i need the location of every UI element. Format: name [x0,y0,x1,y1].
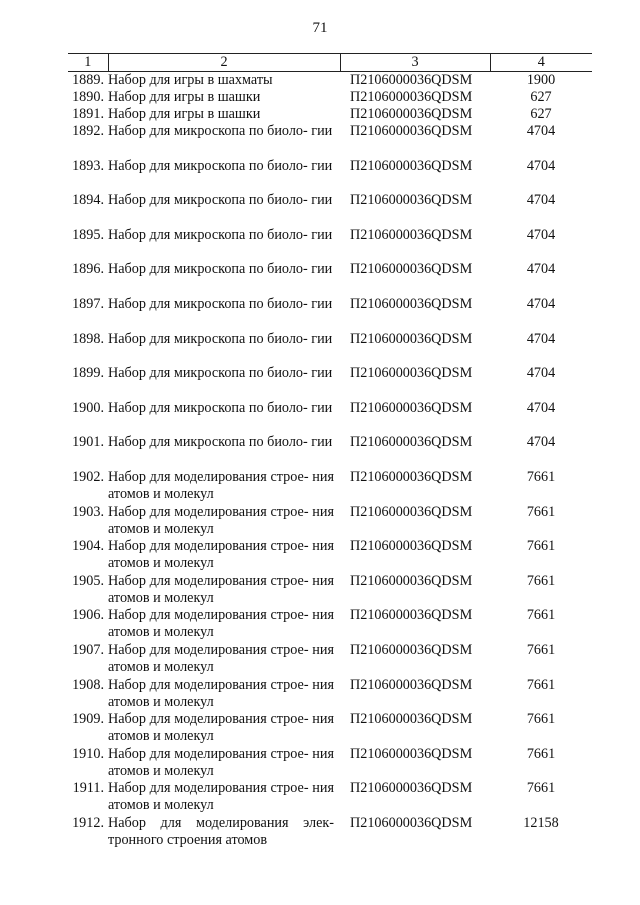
item-name: Набор для игры в шахматы [108,72,273,88]
item-price: 4704 [526,399,556,416]
column-header-4: 4 [490,54,592,72]
header-row [68,54,592,72]
table-row [68,711,592,746]
table-row [68,331,592,366]
table-row [68,677,592,712]
item-price: 4704 [526,192,556,209]
table-header [68,54,592,72]
item-code: П2106000036QDSM [350,538,473,555]
item-name: Набор для микроскопа по биоло- гии [108,295,333,312]
column-header-1: 1 [68,54,108,72]
row-number: 1909. [72,711,104,728]
item-code: П2106000036QDSM [350,399,473,416]
row-number: 1899. [72,365,104,382]
item-name: Набор для моделирования строе- ния атомов и молекул [108,641,334,675]
table-row [68,538,592,573]
item-code: П2106000036QDSM [350,330,473,347]
table-row [68,780,592,815]
row-number: 1904. [72,538,104,555]
item-code: П2106000036QDSM [350,641,473,658]
table-row [68,504,592,539]
item-price: 4704 [526,295,556,312]
table-row [68,106,592,123]
row-number: 1906. [72,607,104,624]
item-code: П2106000036QDSM [350,106,473,122]
row-number: 1903. [72,503,104,520]
item-code: П2106000036QDSM [350,814,473,831]
item-price: 7661 [526,468,556,485]
row-number: 1912. [72,814,104,831]
item-price: 7661 [526,780,556,797]
item-name: Набор для моделирования строе- ния атомов и молекул [108,503,334,537]
table-row [68,815,592,850]
item-code: П2106000036QDSM [350,72,473,88]
item-price: 7661 [526,503,556,520]
item-price: 7661 [526,607,556,624]
item-name: Набор для микроскопа по биоло- гии [108,157,333,174]
item-code: П2106000036QDSM [350,226,473,243]
item-name: Набор для микроскопа по биоло- гии [108,123,333,139]
item-code: П2106000036QDSM [350,261,473,278]
item-code: П2106000036QDSM [350,192,473,209]
item-price: 4704 [526,226,556,243]
item-code: П2106000036QDSM [350,711,473,728]
item-code: П2106000036QDSM [350,157,473,174]
row-number: 1892. [72,123,104,139]
table-row [68,469,592,504]
column-header-2: 2 [108,54,340,72]
table-row [68,296,592,331]
row-number: 1908. [72,676,104,693]
item-price: 4704 [526,261,556,278]
table-row [68,573,592,608]
table-row [68,642,592,677]
table-row [68,192,592,227]
item-code: П2106000036QDSM [350,89,473,105]
item-code: П2106000036QDSM [350,503,473,520]
item-price: 627 [530,89,552,105]
table-row [68,607,592,642]
item-name: Набор для игры в шашки [108,89,261,105]
table-body [68,72,592,850]
table-row [68,227,592,262]
item-name: Набор для моделирования строе- ния атомов и молекул [108,676,334,710]
row-number: 1905. [72,572,104,589]
item-code: П2106000036QDSM [350,365,473,382]
item-code: П2106000036QDSM [350,123,473,139]
item-price: 7661 [526,745,556,762]
page-number: 71 [312,20,328,36]
item-name: Набор для моделирования строе- ния атомов и молекул [108,607,334,641]
table-row [68,434,592,469]
row-number: 1910. [72,745,104,762]
item-code: П2106000036QDSM [350,295,473,312]
row-number: 1898. [72,330,104,347]
item-price: 7661 [526,711,556,728]
table-row [68,261,592,296]
item-code: П2106000036QDSM [350,745,473,762]
table-row [68,72,592,90]
table-row [68,746,592,781]
item-name: Набор для моделирования строе- ния атомов и молекул [108,538,334,572]
column-header-3: 3 [340,54,490,72]
item-name: Набор для моделирования строе- ния атомов и молекул [108,711,334,745]
item-price: 7661 [526,641,556,658]
item-price: 4704 [526,365,556,382]
table-row [68,365,592,400]
item-name: Набор для моделирования элек- тронного строения атомов [108,814,334,848]
item-price: 7661 [526,676,556,693]
row-number: 1891. [72,106,104,122]
item-price: 4704 [526,157,556,174]
price-table [68,53,592,849]
item-name: Набор для моделирования строе- ния атомов и молекул [108,572,334,606]
item-price: 4704 [526,123,556,139]
table-row [68,400,592,435]
item-name: Набор для моделирования строе- ния атомов и молекул [108,745,334,779]
item-name: Набор для моделирования строе- ния атомов и молекул [108,468,334,502]
row-number: 1895. [72,226,104,243]
row-number: 1889. [72,72,104,88]
row-number: 1893. [72,157,104,174]
item-price: 1900 [526,72,556,88]
item-name: Набор для микроскопа по биоло- гии [108,226,333,243]
item-code: П2106000036QDSM [350,676,473,693]
row-number: 1900. [72,399,104,416]
item-name: Набор для моделирования строе- ния атомов и молекул [108,780,334,814]
table-row [68,123,592,158]
item-name: Набор для микроскопа по биоло- гии [108,261,333,278]
item-code: П2106000036QDSM [350,468,473,485]
row-number: 1897. [72,295,104,312]
row-number: 1901. [72,434,104,451]
item-price: 4704 [526,330,556,347]
table-row [68,89,592,106]
item-name: Набор для микроскопа по биоло- гии [108,434,333,451]
row-number: 1907. [72,641,104,658]
item-name: Набор для микроскопа по биоло- гии [108,192,333,209]
item-code: П2106000036QDSM [350,572,473,589]
item-name: Набор для микроскопа по биоло- гии [108,365,333,382]
item-price: 627 [530,106,552,122]
row-number: 1911. [72,780,104,797]
item-price: 7661 [526,538,556,555]
item-name: Набор для игры в шашки [108,106,261,122]
item-price: 4704 [526,434,556,451]
table-row [68,158,592,193]
item-code: П2106000036QDSM [350,434,473,451]
row-number: 1896. [72,261,104,278]
row-number: 1902. [72,468,104,485]
item-code: П2106000036QDSM [350,607,473,624]
item-name: Набор для микроскопа по биоло- гии [108,399,333,416]
item-price: 12158 [523,814,559,831]
item-price: 7661 [526,572,556,589]
row-number: 1894. [72,192,104,209]
item-name: Набор для микроскопа по биоло- гии [108,330,333,347]
item-code: П2106000036QDSM [350,780,473,797]
row-number: 1890. [72,89,104,105]
